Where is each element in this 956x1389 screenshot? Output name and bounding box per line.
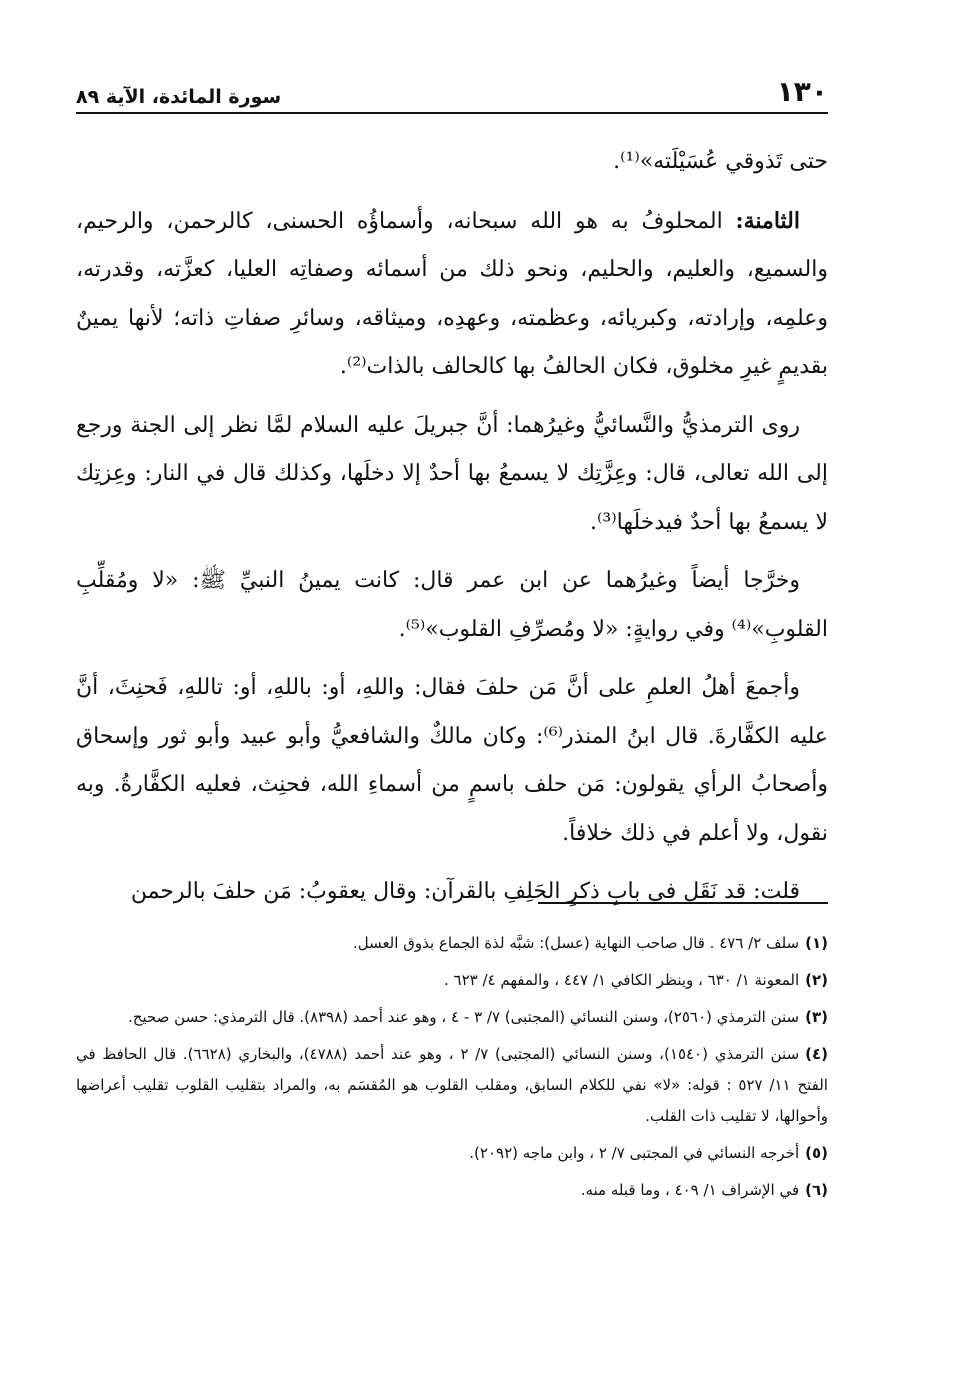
footnotes [76, 928, 828, 1212]
footnote-5 [76, 1138, 828, 1169]
footnote-number: (٤) [805, 1045, 829, 1063]
paragraph-6: قلت: قد نَقَل في بابِ ذكرِ الحَلِفِ بالقرآن: وقال يعقوبُ: مَن حلفَ بالرحمن [130, 879, 800, 904]
footnote-text: سلف ٢/ ٤٧٦ . قال صاحب النهاية (عسل): شبَّه لذة الجماع بذوق العسل. [352, 934, 800, 952]
paragraph-4: وخرَّجا أيضاً وغيرُهما عن ابن عمر قال: كانت يمينُ النبيِّ ﷺ: «لا ومُقلِّبِ القلوبِ»⁽⁴⁾ وفي روايةٍ: «لا ومُصرِّفِ القلوب»⁽⁵⁾. [76, 568, 828, 642]
footnote-1 [76, 928, 828, 959]
main-text [76, 138, 828, 927]
footnote-3 [76, 1002, 828, 1033]
paragraph-2 [76, 197, 828, 392]
footnote-text: أخرجه النسائي في المجتبى ٧/ ٢ ، وابن ماجه (٢٠٩٢). [469, 1144, 800, 1162]
paragraph-1: حتى تَذوقي عُسَيْلَته»⁽¹⁾. [613, 149, 828, 174]
footnote-text: في الإشراف ١/ ٤٠٩ ، وما قبله منه. [580, 1181, 800, 1199]
footnote-number: (٢) [805, 971, 828, 989]
page-header [76, 68, 828, 114]
footnote-divider [538, 902, 828, 904]
paragraph-2-text: المحلوفُ به هو الله سبحانه، وأسماؤُه الحسنى، كالرحمن، والرحيم، والسميع، والعليم، والحليم، ونحو ذلك من أسمائه وصفاتِه العليا، كعزَّته، وقدرته، وعلمِه، وإرادته، وكبريائه، وعظمته، وعهدِه، وميثاقه، وسائرِ صفاتِ ذاته؛ لأنها يمينٌ بقديمٍ غيرِ مخلوق، فكان الحالفُ بها كالحالف بالذات⁽²⁾. [76, 208, 828, 379]
footnote-2 [76, 965, 828, 996]
page-number: ١٣٠ [776, 75, 828, 108]
footnote-number: (٣) [805, 1008, 828, 1026]
footnote-number: (١) [805, 934, 828, 952]
paragraph-2-lead: الثامنة: [735, 207, 800, 234]
paragraph-3: روى الترمذيُّ والنَّسائيُّ وغيرُهما: أنَّ جبريلَ عليه السلام لمَّا نظر إلى الجنة ورجع إلى الله تعالى، قال: وعِزَّتِك لا يسمعُ بها أحدٌ إلا دخلَها، وكذلك قال في النار: وعِزتِك لا يسمعُ بها أحدٌ فيدخلَها⁽³⁾. [76, 412, 828, 535]
footnote-number: (٥) [805, 1144, 828, 1162]
footnote-4 [76, 1039, 828, 1132]
paragraph-5: وأجمعَ أهلُ العلمِ على أنَّ مَن حلفَ فقال: واللهِ، أو: باللهِ، أو: تاللهِ، فَحنِثَ، أنَّ عليه الكفَّارةَ. قال ابنُ المنذر⁽⁶⁾: وكان مالكٌ والشافعيُّ وأبو عبيد وأبو ثور وإسحاق وأصحابُ الرأي يقولون: مَن حلف باسمٍ من أسماءِ الله، فحنِث، فعليه الكفَّارةُ. وبه نقول، ولا أعلم في ذلك خلافاً. [76, 675, 828, 846]
footnote-text: سنن الترمذي (١٥٤٠)، وسنن النسائي (المجتبى) ٧/ ٢ ، وهو عند أحمد (٤٧٨٨)، والبخاري (٦٦٢٨). قال الحافظ في الفتح ١١/ ٥٢٧ : قوله: «لا» نفي للكلام السابق، ومقلب القلوب هو المُقسَم به، والمراد بتقليب القلوب تقليب أعراضها وأحوالها، لا تقليب ذات القلب. [76, 1045, 828, 1125]
running-title: سورة المائدة، الآية ٨٩ [76, 86, 282, 108]
footnote-text: سنن الترمذي (٢٥٦٠)، وسنن النسائي (المجتبى) ٧/ ٣ - ٤ ، وهو عند أحمد (٨٣٩٨). قال الترمذي: حسن صحيح. [127, 1008, 800, 1026]
footnote-number: (٦) [805, 1181, 828, 1199]
footnote-text: المعونة ١/ ٦٣٠ ، وينظر الكافي ١/ ٤٤٧ ، والمفهم ٤/ ٦٢٣ . [443, 971, 800, 989]
footnote-6 [76, 1175, 828, 1206]
